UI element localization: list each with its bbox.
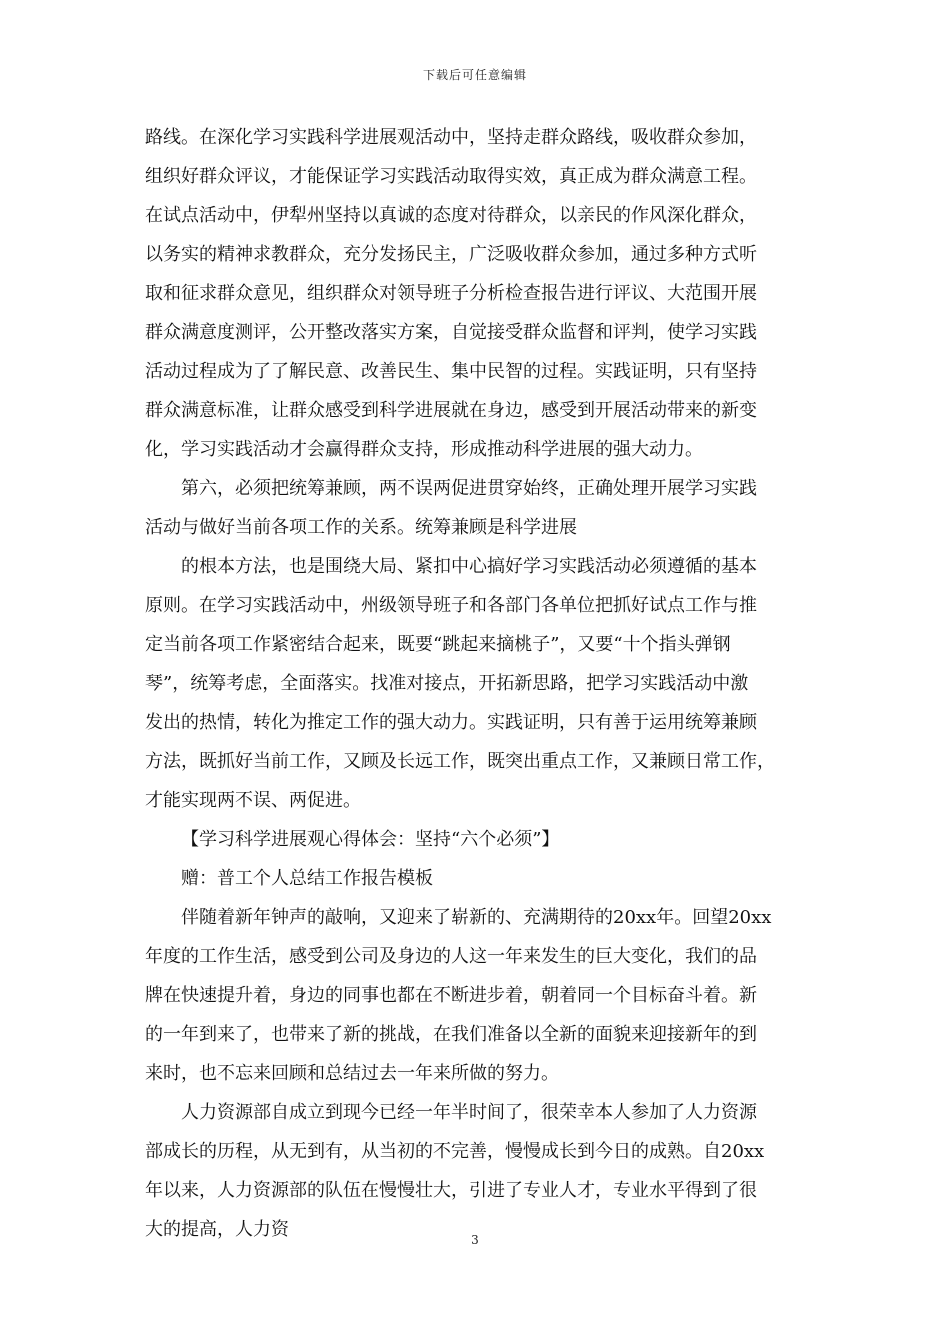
page-number: 3 bbox=[471, 1233, 479, 1247]
text-line: 才能实现两不误、两促进。 bbox=[145, 790, 361, 811]
paragraph-start-line: 的根本方法，也是围绕大局、紧扣中心搞好学习实践活动必须遵循的基本 bbox=[181, 556, 757, 577]
document-body bbox=[145, 118, 820, 1249]
text-line: 年度的工作生活，感受到公司及身边的人这一年来发生的巨大变化，我们的品 bbox=[145, 946, 757, 967]
paragraph-start-line: 伴随着新年钟声的敲响，又迎来了崭新的、充满期待的20xx年。回望20xx bbox=[181, 907, 772, 928]
text-line: 路线。在深化学习实践科学进展观活动中，坚持走群众路线，吸收群众参加， bbox=[145, 127, 757, 148]
text-line: 组织好群众评议，才能保证学习实践活动取得实效，真正成为群众满意工程。 bbox=[145, 166, 757, 187]
text-line: 琴”，统筹考虑，全面落实。找准对接点，开拓新思路，把学习实践活动中激 bbox=[145, 673, 749, 694]
text-line: 在试点活动中，伊犁州坚持以真诚的态度对待群众，以亲民的作风深化群众， bbox=[145, 205, 757, 226]
text-line: 方法，既抓好当前工作，又顾及长远工作，既突出重点工作，又兼顾日常工作， bbox=[145, 751, 775, 772]
text-line: 原则。在学习实践活动中，州级领导班子和各部门各单位把抓好试点工作与推 bbox=[145, 595, 757, 616]
text-line: 活动与做好当前各项工作的关系。统筹兼顾是科学进展 bbox=[145, 517, 577, 538]
text-line: 的一年到来了，也带来了新的挑战，在我们准备以全新的面貌来迎接新年的到 bbox=[145, 1024, 757, 1045]
text-line: 大的提高，人力资 bbox=[145, 1219, 289, 1240]
text-line: 群众满意度测评，公开整改落实方案，自觉接受群众监督和评判，使学习实践 bbox=[145, 322, 757, 343]
text-line: 来时，也不忘来回顾和总结过去一年来所做的努力。 bbox=[145, 1063, 559, 1084]
text-line: 部成长的历程，从无到有，从当初的不完善，慢慢成长到今日的成熟。自20xx bbox=[145, 1141, 765, 1162]
text-line: 年以来，人力资源部的队伍在慢慢壮大，引进了专业人才，专业水平得到了很 bbox=[145, 1180, 757, 1201]
text-line: 以务实的精神求教群众，充分发扬民主，广泛吸收群众参加，通过多种方式听 bbox=[145, 244, 757, 265]
text-line: 活动过程成为了了解民意、改善民生、集中民智的过程。实践证明，只有坚持 bbox=[145, 361, 757, 382]
section-heading: 【学习科学进展观心得体会：坚持“六个必须”】 bbox=[181, 829, 560, 850]
text-line: 发出的热情，转化为推定工作的强大动力。实践证明，只有善于运用统筹兼顾 bbox=[145, 712, 757, 733]
paragraph-start-line: 人力资源部自成立到现今已经一年半时间了，很荣幸本人参加了人力资源 bbox=[181, 1102, 757, 1123]
text-line: 群众满意标准，让群众感受到科学进展就在身边，感受到开展活动带来的新变 bbox=[145, 400, 757, 421]
text-line: 化，学习实践活动才会赢得群众支持，形成推动科学进展的强大动力。 bbox=[145, 439, 703, 460]
paragraph-start-line: 第六，必须把统筹兼顾，两不误两促进贯穿始终，正确处理开展学习实践 bbox=[181, 478, 757, 499]
text-line: 定当前各项工作紧密结合起来，既要“跳起来摘桃子”，又要“十个指头弹钢 bbox=[145, 634, 731, 655]
appendix-title: 赠：普工个人总结工作报告模板 bbox=[181, 868, 433, 889]
text-line: 牌在快速提升着，身边的同事也都在不断进步着，朝着同一个目标奋斗着。新 bbox=[145, 985, 757, 1006]
text-line: 取和征求群众意见，组织群众对领导班子分析检查报告进行评议、大范围开展 bbox=[145, 283, 757, 304]
page-header: 下载后可任意编辑 bbox=[422, 68, 527, 82]
